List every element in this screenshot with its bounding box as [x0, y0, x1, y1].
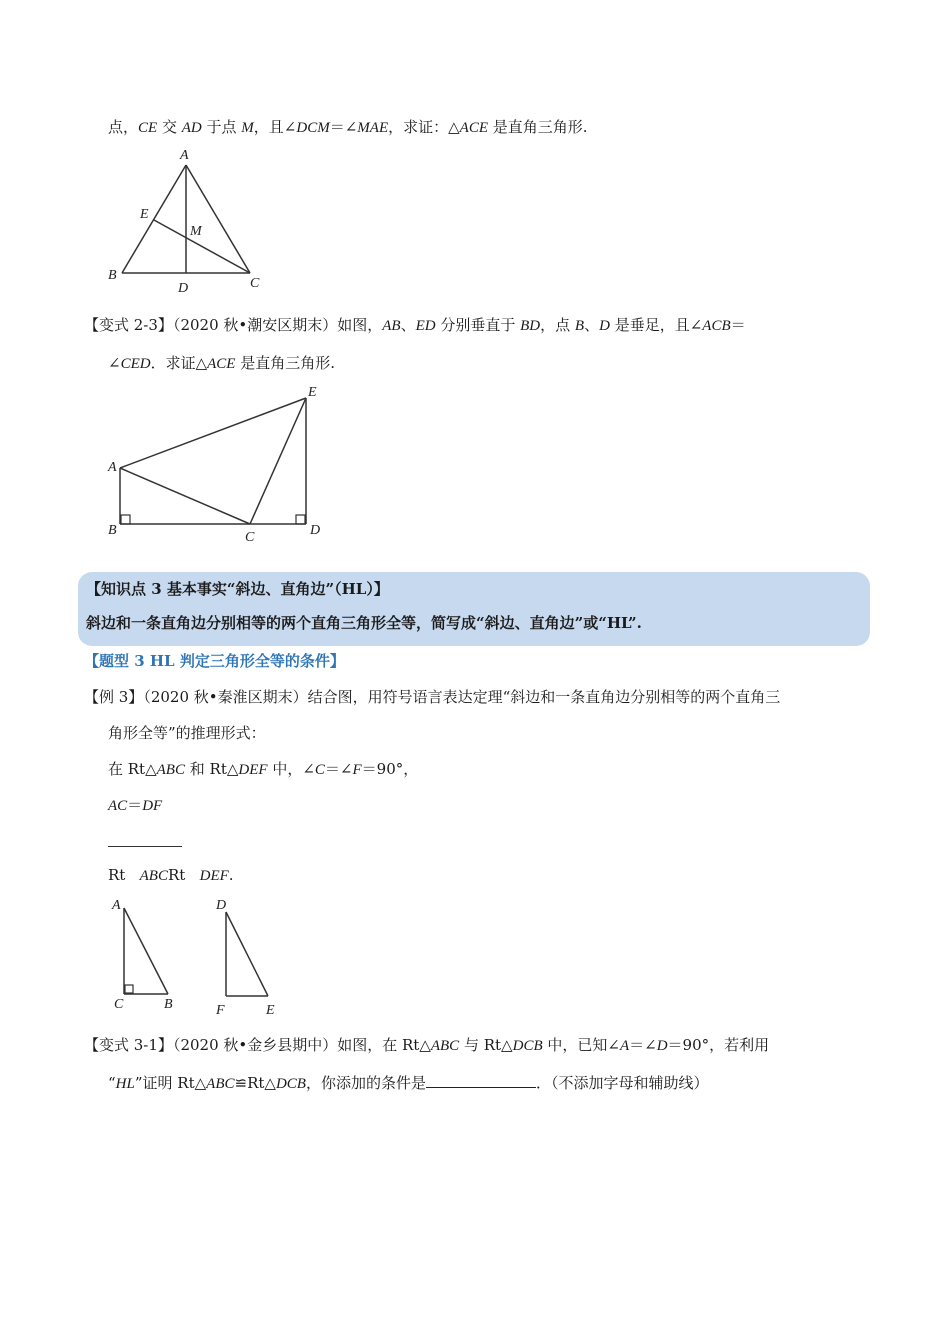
- example-3-line-6: Rt ABCRt DEF.: [108, 866, 234, 884]
- triangle-figure-2: [100, 380, 330, 545]
- example-3-line-3: 在 Rt△ABC 和 Rt△DEF 中，∠C＝∠F＝90°，: [108, 760, 419, 778]
- side-ac: [186, 165, 250, 273]
- side-ab: [124, 908, 168, 994]
- label-d: D: [216, 898, 227, 913]
- answer-blank[interactable]: [426, 1073, 536, 1088]
- label-e: E: [266, 1003, 275, 1018]
- label-e: E: [140, 207, 149, 222]
- label-b: B: [164, 997, 173, 1012]
- example-3-line-1: 【例 3】（2020 秋•秦淮区期末）结合图，用符号语言表达定理“斜边和一条直角边分别相等的两个直角三: [84, 688, 781, 706]
- variant-2-3-line-2: ∠CED．求证△ACE 是直角三角形.: [108, 354, 336, 372]
- label-a: A: [112, 898, 121, 913]
- example-3-line-2: 角形全等”的推理形式：: [108, 724, 266, 742]
- label-d: D: [310, 523, 321, 538]
- right-angle-mark-b: [121, 515, 130, 524]
- example-3-line-4: AC＝DF: [108, 796, 163, 814]
- label-b: B: [108, 268, 117, 283]
- side-de: [226, 912, 268, 996]
- label-a: A: [180, 148, 189, 163]
- segment-ac: [120, 468, 250, 524]
- knowledge-body: 斜边和一条直角边分别相等的两个直角三角形全等，简写成“斜边、直角边”或“HL”.: [86, 614, 642, 632]
- label-c: C: [250, 276, 260, 291]
- answer-blank-line[interactable]: [108, 846, 182, 847]
- label-b: B: [108, 523, 117, 538]
- right-triangles-figure: [100, 892, 300, 1020]
- segment-ce: [250, 398, 306, 524]
- right-angle-mark-d: [296, 515, 305, 524]
- label-d: D: [178, 281, 189, 296]
- label-m: M: [190, 224, 202, 239]
- knowledge-title: 【知识点 3 基本事实“斜边、直角边”（HL）】: [86, 580, 389, 598]
- variant-3-1-line-2: “HL”证明 Rt△ABC≌Rt△DCB，你添加的条件是 ．（不添加字母和辅助线）: [108, 1074, 709, 1092]
- segment-ce: [154, 220, 250, 273]
- variant-2-3-line-1: 【变式 2-3】（2020 秋•潮安区期末）如图，AB、ED 分别垂直于 BD，点 B、D 是垂足，且∠ACB＝: [84, 316, 746, 334]
- segment-ae: [120, 398, 306, 468]
- label-e: E: [308, 385, 317, 400]
- label-c: C: [114, 997, 124, 1012]
- problem-text-line: 点，CE 交 AD 于点 M，且∠DCM＝∠MAE，求证：△ACE 是直角三角形.: [108, 118, 588, 136]
- label-a: A: [108, 460, 117, 475]
- type-3-heading: 【题型 3 HL 判定三角形全等的条件】: [84, 652, 345, 670]
- side-ab: [122, 165, 186, 273]
- label-c: C: [245, 530, 255, 545]
- knowledge-box: [78, 572, 870, 646]
- label-f: F: [216, 1003, 225, 1018]
- variant-3-1-line-1: 【变式 3-1】（2020 秋•金乡县期中）如图，在 Rt△ABC 与 Rt△DCB 中，已知∠A＝∠D＝90°，若利用: [84, 1036, 770, 1054]
- right-angle-mark-c: [125, 985, 133, 993]
- triangle-figure-1: [100, 145, 270, 300]
